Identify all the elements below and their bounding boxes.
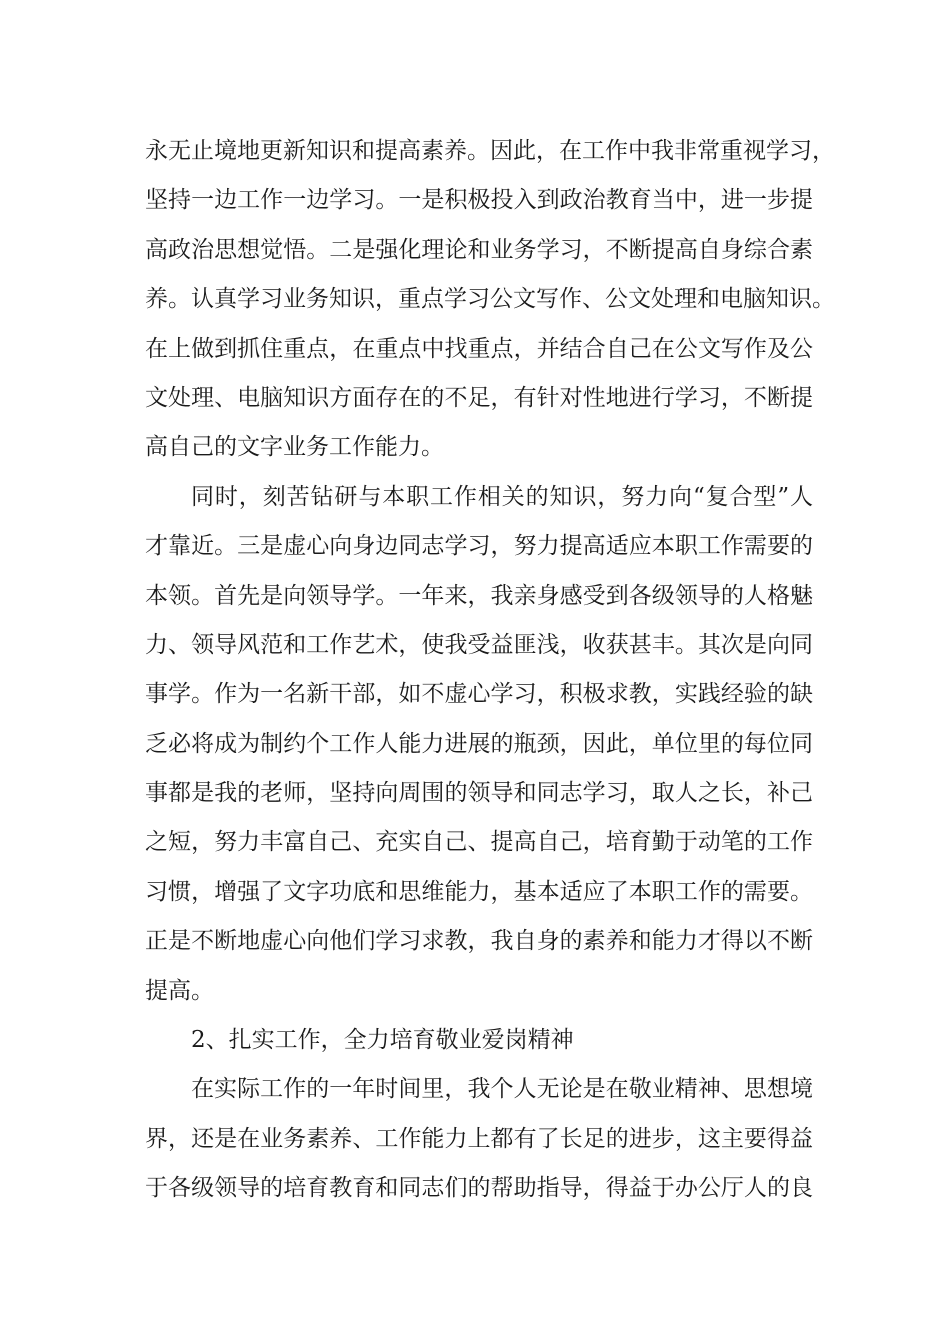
text-line: 在上做到抓住重点，在重点中找重点，并结合自己在公文写作及公 [145, 335, 813, 362]
text-line: 本领。首先是向领导学。一年来，我亲身感受到各级领导的人格魅 [145, 582, 813, 609]
text-line: 永无止境地更新知识和提高素养。因此，在工作中我非常重视学习， [145, 138, 835, 164]
text-line: 之短，努力丰富自己、充实自己、提高自己，培育勤于动笔的工作 [145, 829, 813, 856]
text-line: 高政治思想觉悟。二是强化理论和业务学习，不断提高自身综合素 [145, 236, 813, 263]
text-line: 正是不断地虚心向他们学习求教，我自身的素养和能力才得以不断 [145, 928, 813, 955]
document-body [145, 127, 835, 1214]
text-line: 事都是我的老师，坚持向周围的领导和同志学习，取人之长，补己 [145, 780, 813, 807]
text-line: 养。认真学习业务知识，重点学习公文写作、公文处理和电脑知识。 [145, 286, 835, 313]
text-line: 坚持一边工作一边学习。一是积极投入到政治教育当中，进一步提 [145, 187, 813, 214]
text-line: 文处理、电脑知识方面存在的不足，有针对性地进行学习，不断提 [145, 384, 813, 411]
text-line: 才靠近。三是虚心向身边同志学习，努力提高适应本职工作需要的 [145, 533, 813, 560]
text-line: 习惯，增强了文字功底和思维能力，基本适应了本职工作的需要。 [145, 878, 813, 905]
text-line: 提高。 [145, 977, 214, 1004]
text-line: 事学。作为一名新干部，如不虚心学习，积极求教，实践经验的缺 [145, 681, 813, 708]
text-line: 乏必将成为制约个工作人能力进展的瓶颈，因此，单位里的每位同 [145, 730, 813, 757]
text-line: 于各级领导的培育教育和同志们的帮助指导，得益于办公厅人的良 [145, 1175, 813, 1202]
paragraph-first-line: 2、扎实工作，全力培育敬业爱岗精神 [191, 1027, 574, 1054]
text-line: 高自己的文字业务工作能力。 [145, 434, 444, 461]
paragraph-first-line: 同时，刻苦钻研与本职工作相关的知识，努力向“复合型”人 [191, 483, 813, 510]
text-line: 界，还是在业务素养、工作能力上都有了长足的进步，这主要得益 [145, 1125, 813, 1152]
text-line: 力、领导风范和工作艺术，使我受益匪浅，收获甚丰。其次是向同 [145, 631, 813, 658]
paragraph-first-line: 在实际工作的一年时间里，我个人无论是在敬业精神、思想境 [191, 1076, 813, 1103]
